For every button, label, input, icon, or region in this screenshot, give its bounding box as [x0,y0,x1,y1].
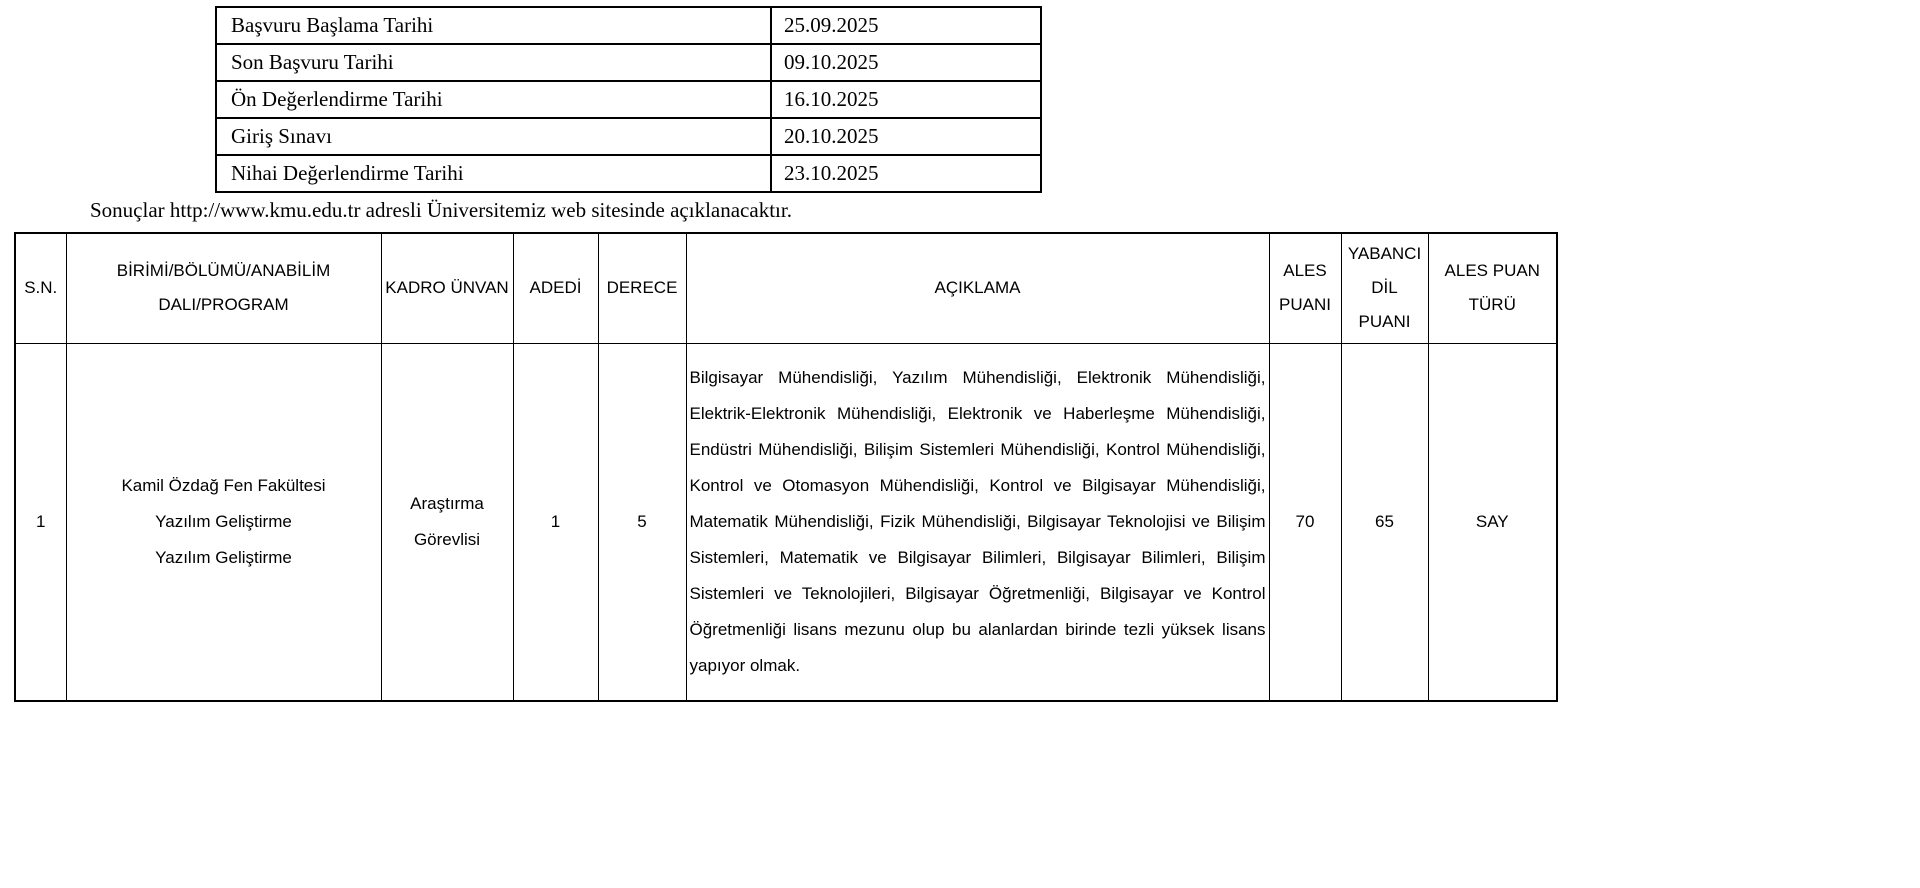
positions-table [14,232,1558,702]
results-note: Sonuçlar http://www.kmu.edu.tr adresli Üniversitemiz web sitesinde açıklanacaktır. [90,198,792,222]
cell-foreign-lang-score: 65 [1341,343,1428,701]
cell-title: Araştırma Görevlisi [381,343,513,701]
date-label: Ön Değerlendirme Tarihi [216,81,771,118]
cell-grade: 5 [598,343,686,701]
header-unit: BİRİMİ/BÖLÜMÜ/ANABİLİM DALI/PROGRAM [66,233,381,343]
header-sn: S.N. [15,233,66,343]
header-grade: DERECE [598,233,686,343]
date-row [216,118,1041,155]
date-label: Nihai Değerlendirme Tarihi [216,155,771,192]
date-value: 20.10.2025 [771,118,1041,155]
date-row [216,7,1041,44]
header-ales-score: ALES PUANI [1269,233,1341,343]
unit-faculty: Kamil Özdağ Fen Fakültesi [121,475,326,495]
date-row [216,44,1041,81]
positions-header-row [15,233,1557,343]
position-row [15,343,1557,701]
cell-description: Bilgisayar Mühendisliği, Yazılım Mühendisliği, Elektronik Mühendisliği, Elektrik-Elektronik Mühendisliği, Elektronik ve Haberleşme Mühendisliği, Endüstri Mühendisliği, Bilişim Sistemleri Mühendisliği, Kontrol Mühendisliği, Kontrol ve Otomasyon Mühendisliği, Kontrol ve Bilgisayar Mühendisliği, Matematik Mühendisliği, Fizik Mühendisliği, Bilgisayar Teknolojisi ve Bilişim Sistemleri, Matematik ve Bilgisayar Bilimleri, Bilgisayar Bilimleri, Bilişim Sistemleri ve Teknolojileri, Bilgisayar Öğretmenliği, Bilgisayar ve Kontrol Öğretmenliği lisans mezunu olup bu alanlardan birinde tezli yüksek lisans yapıyor olmak. [686,343,1269,701]
date-label: Başvuru Başlama Tarihi [216,7,771,44]
cell-count: 1 [513,343,598,701]
date-label: Giriş Sınavı [216,118,771,155]
cell-ales-score: 70 [1269,343,1341,701]
header-ales-score-type: ALES PUAN TÜRÜ [1428,233,1557,343]
header-count: ADEDİ [513,233,598,343]
application-dates-table [215,6,1042,193]
cell-ales-score-type: SAY [1428,343,1557,701]
date-row [216,81,1041,118]
date-label: Son Başvuru Tarihi [216,44,771,81]
cell-sn: 1 [15,343,66,701]
date-value: 23.10.2025 [771,155,1041,192]
header-title: KADRO ÜNVAN [381,233,513,343]
date-value: 16.10.2025 [771,81,1041,118]
date-row [216,155,1041,192]
date-value: 09.10.2025 [771,44,1041,81]
date-value: 25.09.2025 [771,7,1041,44]
cell-unit [66,343,381,701]
unit-program: Yazılım Geliştirme [155,547,292,567]
unit-department: Yazılım Geliştirme [155,511,292,531]
header-foreign-lang-score: YABANCI DİL PUANI [1341,233,1428,343]
header-description: AÇIKLAMA [686,233,1269,343]
